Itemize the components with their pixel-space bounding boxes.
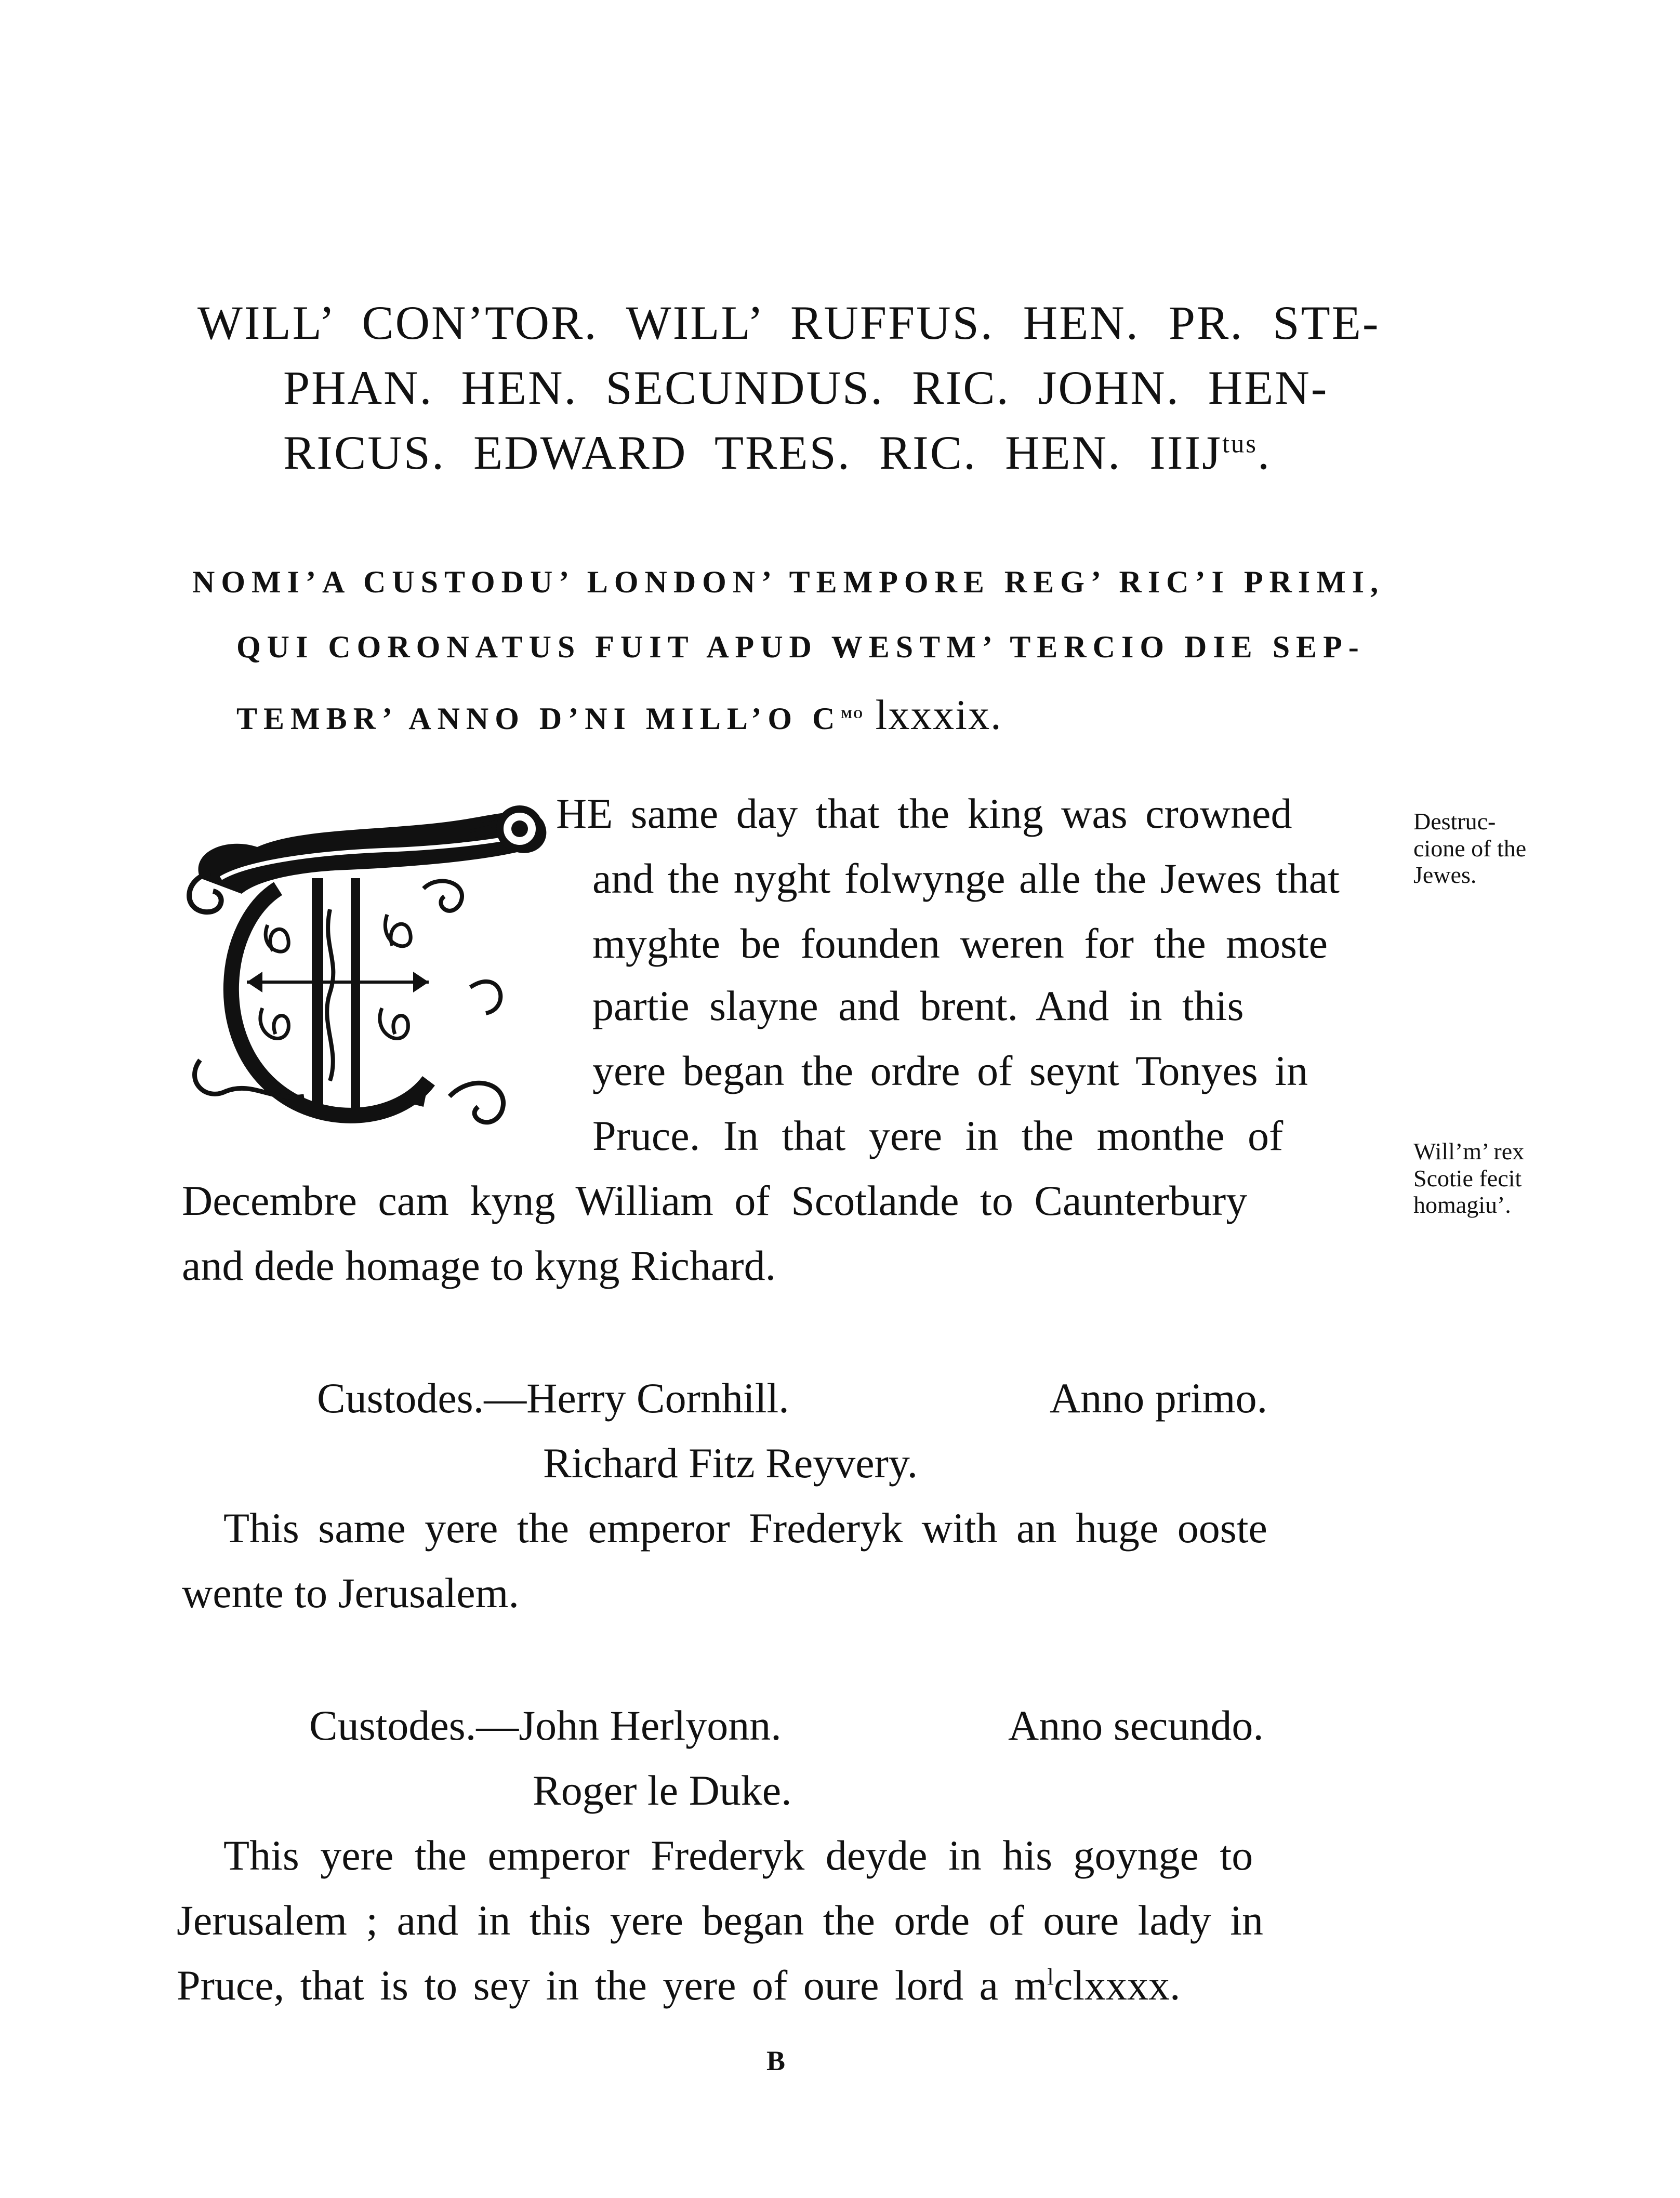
- custodes2-second-name: Roger le Duke.: [533, 1767, 792, 1814]
- margin-note-jewes-line-3: Jewes.: [1413, 862, 1477, 889]
- margin-note-jewes-line-1: Destruc-: [1413, 808, 1496, 835]
- heading-line-3: [283, 426, 1271, 479]
- paragraph1-line-3: myghte be founden weren for the moste: [592, 920, 1328, 967]
- margin-note-william: [1413, 1138, 1524, 1219]
- paragraph1-line-7: Decembre cam kyng William of Scotlande to Caunterbury: [182, 1177, 1248, 1224]
- custodes2-label: Custodes.—John Herlyonn.: [309, 1702, 782, 1749]
- margin-note-william-line-3: homagiu’.: [1413, 1191, 1511, 1219]
- paragraph1-line-6: Pruce. In that yere in the monthe of: [592, 1112, 1284, 1159]
- ornamental-initial-t-icon: [179, 790, 574, 1143]
- paragraph1-line-5: yere began the ordre of seynt Tonyes in: [592, 1047, 1308, 1094]
- paragraph1-line-4: partie slayne and brent. And in this: [592, 982, 1244, 1029]
- margin-note-william-line-2: Scotie fecit: [1413, 1164, 1522, 1191]
- paragraph1-line-1: HE same day that the king was crowned: [556, 790, 1292, 837]
- subheading-line-3-end: lxxxix.: [864, 691, 1002, 738]
- custodes1-second-name: Richard Fitz Reyvery.: [543, 1439, 918, 1487]
- paragraph2-line-2: wente to Jerusalem.: [182, 1569, 519, 1617]
- paragraph3-line-3: [177, 1964, 1181, 2007]
- subheading-line-3: [236, 691, 1002, 738]
- paragraph2-line-1: This same yere the emperor Frederyk with an huge ooste: [223, 1504, 1267, 1552]
- heading-line-1: WILL’ CON’TOR. WILL’ RUFFUS. HEN. PR. STE-: [197, 296, 1380, 349]
- custodes2-year: Anno secundo.: [1008, 1702, 1264, 1749]
- heading-superscript: tus: [1222, 429, 1258, 458]
- margin-note-jewes-line-2: cione of the: [1413, 835, 1527, 862]
- signature-mark: B: [766, 2045, 786, 2076]
- margin-note-jewes: [1413, 808, 1526, 889]
- heading-line-3-text: RICUS. EDWARD TRES. RIC. HEN. IIIJ: [283, 426, 1222, 479]
- heading-line-3-end: .: [1257, 426, 1271, 479]
- heading-line-2: PHAN. HEN. SECUNDUS. RIC. JOHN. HEN-: [283, 361, 1329, 414]
- subheading-line-2: QUI CORONATUS FUIT APUD WESTM’ TERCIO DIE SEP-: [236, 630, 1365, 664]
- paragraph3-line-3-text: Pruce, that is to sey in the yere of oure lord a m: [177, 1962, 1048, 2009]
- margin-note-william-line-1: Will’m’ rex: [1413, 1138, 1525, 1164]
- paragraph3-line-3-end: clxxxx.: [1053, 1962, 1181, 2009]
- paragraph1-line-2: and the nyght folwynge alle the Jewes that: [592, 855, 1340, 902]
- paragraph3-superscript: l: [1047, 1964, 1054, 1990]
- subheading-superscript: mo: [841, 704, 864, 722]
- custodes1-year: Anno primo.: [1050, 1374, 1268, 1422]
- paragraph3-line-1: This yere the emperor Frederyk deyde in his goynge to: [223, 1832, 1253, 1879]
- paragraph3-line-2: Jerusalem ; and in this yere began the orde of oure lady in: [177, 1897, 1264, 1944]
- paragraph1-line-8: and dede homage to kyng Richard.: [182, 1242, 776, 1289]
- custodes1-label: Custodes.—Herry Cornhill.: [317, 1374, 789, 1422]
- subheading-line-1: NOMI’A CUSTODU’ LONDON’ TEMPORE REG’ RIC’I PRIMI,: [192, 565, 1385, 599]
- subheading-line-3-text: TEMBR’ ANNO D’NI MILL’O C: [236, 701, 841, 736]
